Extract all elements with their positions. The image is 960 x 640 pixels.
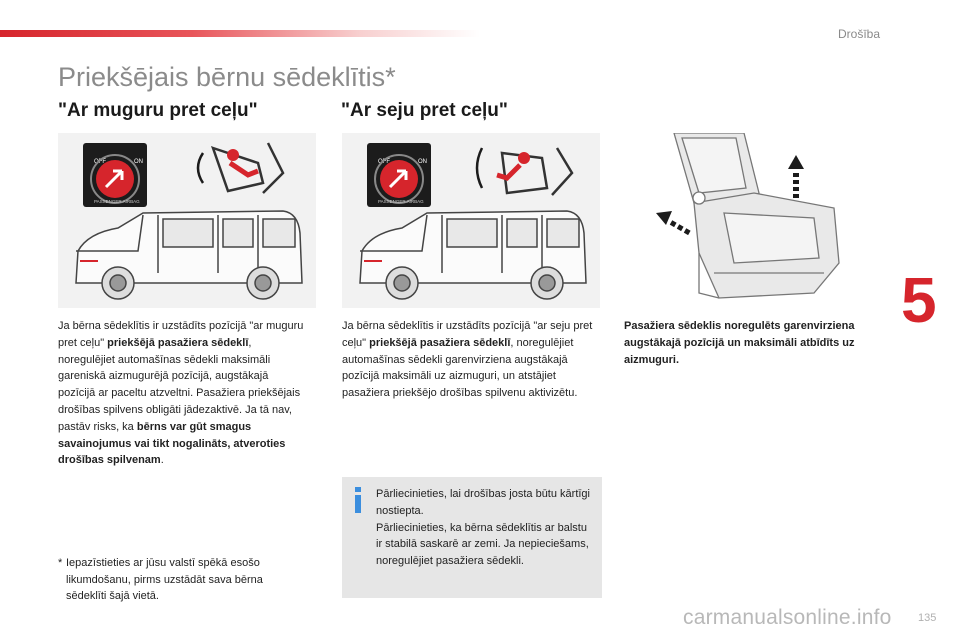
airbag-ring-text: PASSENGER AIRBAG bbox=[378, 199, 424, 204]
child-seat-front-icon bbox=[477, 148, 572, 195]
heading-forward-facing: "Ar seju pret ceļu" bbox=[341, 100, 508, 121]
heading-rear-facing: "Ar muguru pret ceļu" bbox=[58, 100, 258, 121]
seat-caption: Pasažiera sēdeklis noregulēts garenvirziena augstākajā pozīcijā un maksimāli atbīdīts uz aizmuguri. bbox=[624, 320, 855, 366]
figure-seat-adjustment bbox=[624, 133, 864, 308]
airbag-off-text: OFF bbox=[378, 159, 390, 165]
arrow-up-icon bbox=[788, 155, 804, 198]
airbag-on-icon bbox=[367, 143, 431, 207]
watermark: carmanualsonline.info bbox=[683, 606, 892, 629]
forward-facing-text: Ja bērna sēdeklītis ir uzstādīts pozīcijā "ar seju pret ceļu" priekšējā pasažiera sēdeklī, noregulējiet automašīnas sēdekli garenvirziena augstākajā pozīcijā maksimāli uz aizmuguri, un atstājiet pasažiera priekšējo drošības spilvenu aktivizētu. bbox=[342, 320, 593, 400]
figure-rear-facing bbox=[58, 133, 316, 308]
info-icon bbox=[352, 487, 364, 513]
airbag-ring-text: PASSENGER AIRBAG bbox=[94, 199, 140, 204]
airbag-off-icon bbox=[83, 143, 147, 207]
page-title: Priekšējais bērnu sēdeklītis* bbox=[58, 62, 396, 92]
child-seat-rear-icon bbox=[198, 143, 283, 193]
airbag-on-text: ON bbox=[418, 159, 427, 165]
section-label: Drošība bbox=[838, 27, 881, 41]
van-illustration bbox=[360, 211, 586, 299]
arrow-back-icon bbox=[656, 211, 691, 235]
info-box bbox=[342, 477, 602, 598]
rear-facing-text: Ja bērna sēdeklītis ir uzstādīts pozīcijā "ar muguru pret ceļu" priekšējā pasažiera sēdeklī, noregulējiet automašīnas sēdekli maksimāli gareniskā aizmugurējā pozīcijā, augstākajā pozīcijā ar paceltu atzveltni. Pasažiera priekšējais drošības spilvens obligāti jādezaktivē. Ja tā nav, pastāv risks, ka bērns var gūt smagus savainojumus vai tikt nogalināts, atveroties drošības spilvenam. bbox=[58, 320, 304, 467]
page-number: 135 bbox=[918, 612, 937, 624]
footnote bbox=[58, 555, 303, 605]
header-accent-bar bbox=[0, 30, 480, 37]
chapter-number: 5 bbox=[901, 264, 937, 336]
airbag-off-text: OFF bbox=[94, 159, 106, 165]
info-text: Pārliecinieties, lai drošības josta būtu kārtīgi nostiepta. Pārliecinieties, ka bērna sēdeklītis ar balstu ir stabilā saskarē ar zemi. Ja nepieciešams, noregulējiet pasažiera sēdekli. bbox=[376, 488, 590, 568]
footnote-text: Iepazīstieties ar jūsu valstī spēkā esošo likumdošanu, pirms uzstādāt sava bērna sēdeklīti šajā vietā. bbox=[66, 557, 263, 602]
passenger-seat-illustration bbox=[674, 133, 839, 298]
airbag-on-text: ON bbox=[134, 159, 143, 165]
van-illustration bbox=[76, 211, 302, 299]
footnote-marker: * bbox=[58, 557, 63, 569]
figure-forward-facing bbox=[342, 133, 600, 308]
